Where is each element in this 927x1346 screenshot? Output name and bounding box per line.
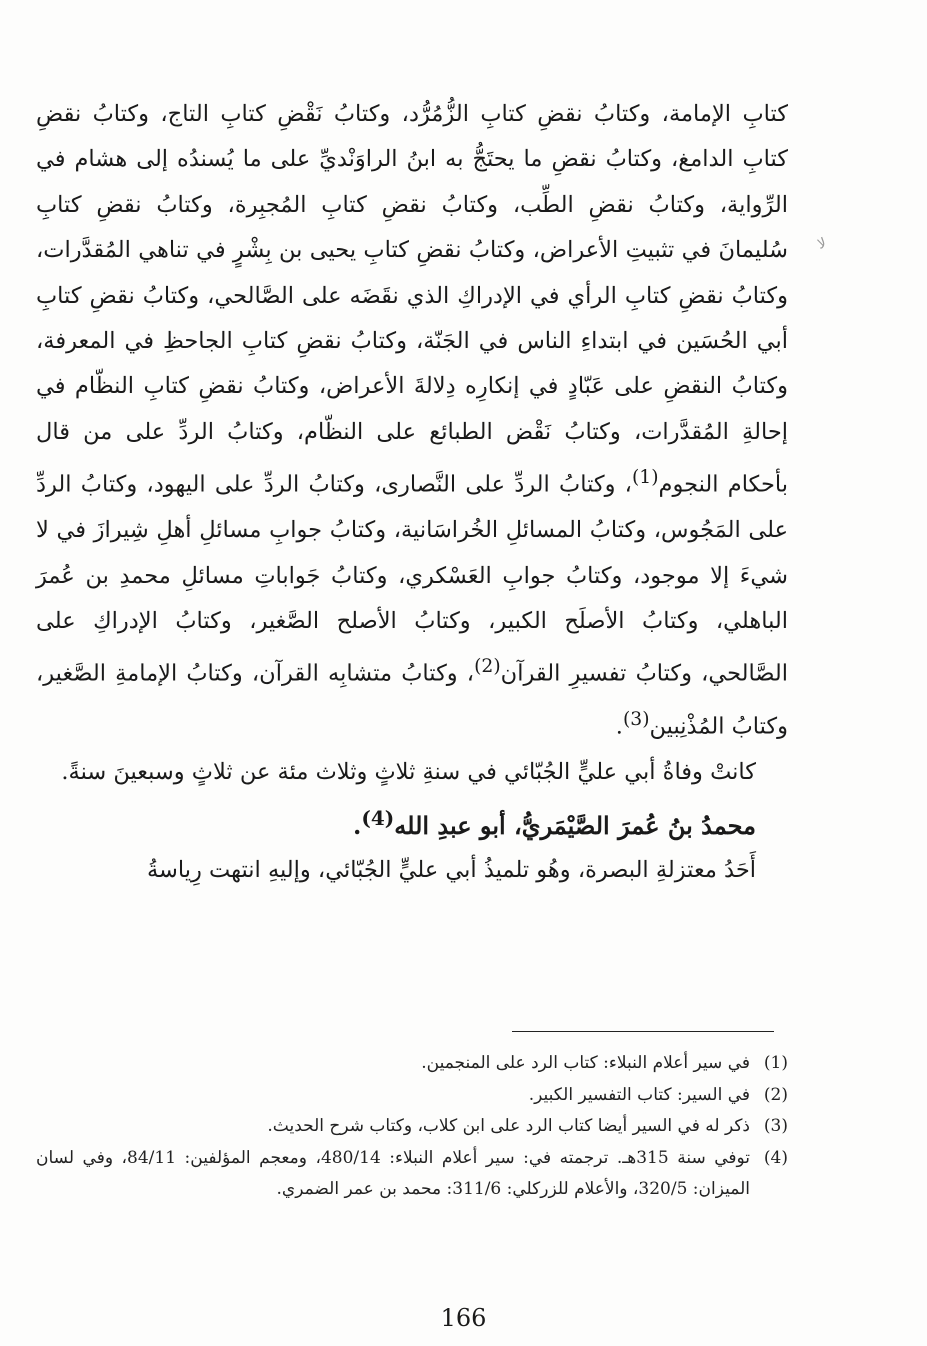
paragraph-1-end: . <box>615 713 623 740</box>
footnotes <box>36 1048 788 1206</box>
footnote-text: في السير: كتاب التفسير الكبير. <box>528 1084 750 1105</box>
margin-mark: ﻻ <box>815 235 829 253</box>
footnote-ref-4: (4) <box>361 805 395 830</box>
main-text <box>36 92 788 893</box>
entry-heading-text: محمدُ بنُ عُمرَ الصَّيْمَريُّ، أبو عبدِ الله <box>394 810 756 840</box>
footnote-number: (2) <box>763 1084 788 1105</box>
paragraph-1 <box>36 92 788 750</box>
footnote-ref-3: (3) <box>622 709 650 731</box>
paragraph-1-text: كتابِ الإمامة، وكتابُ نقضِ كتابِ الزُّمُرُّد، وكتابُ نَقْضِ كتابِ التاج، وكتابُ نقضِ كتابِ الدامغ، وكتابُ نقضِ ما يحتَجُّ به ابنُ الراوَنْديِّ على ما يُسندُه إلى هشام في الرِّواية، وكتابُ نقضِ الطِّب، وكتابُ نقضِ كتابِ المُجبِرة، وكتابُ نقضِ كتابِ سُليمانَ في تثبيتِ الأعراض، وكتابُ نقضِ كتابِ يحيى بن بِشْرٍ في تناهي المُقدَّرات، وكتابُ نقضِ كتابِ الرأي في الإدراكِ الذي نقَضَه على الصَّالحي، وكتابُ نقضِ كتابِ أبي الحُسَين في ابتداءِ الناس في الجَنّة، وكتابُ نقضِ كتابِ الجاحظِ في المعرفة، وكتابُ النقضِ على عَبّادٍ في إنكارِه دِلالةَ الأعراض، وكتابُ نقضِ كتابِ النظّام في إحالةِ المُقدَّرات، وكتابُ نَقْض الطبائع على النظّام، وكتابُ الردِّ على من قال بأحكام النجوم <box>36 101 789 498</box>
page-number: 166 <box>440 1304 487 1332</box>
footnote-4 <box>36 1143 788 1206</box>
footnote-2 <box>36 1080 788 1112</box>
paragraph-1b-text: ، وكتابُ الردِّ على النَّصارى، وكتابُ الردِّ على اليهود، وكتابُ الردِّ على المَجُوس، وكتابُ المسائلِ الخُراسَانية، وكتابُ جوابِ مسائلِ أهلِ شِيرازَ في لا شيءَ إلا موجود، وكتابُ جوابِ العَسْكري، وكتابُ جَواباتِ مسائلِ محمدِ بن عُمرَ الباهلي، وكتابُ الأصلَح الكبير، وكتابُ الأصلح الصَّغير، وكتابُ الإدراكِ على الصَّالحي، وكتابُ تفسيرِ القرآن <box>36 471 789 687</box>
entry-heading <box>36 796 788 848</box>
footnote-ref-2: (2) <box>474 656 501 678</box>
footnote-number: (1) <box>763 1053 788 1073</box>
footnote-3 <box>36 1111 788 1143</box>
footnote-text: ذكر له في السير أيضا كتاب الرد على ابن كلاب، وكتاب شرح الحديث. <box>267 1116 750 1136</box>
paragraph-3: أَحَدُ معتزلةِ البصرة، وهُو تلميذُ أبي عليٍّ الجُبّائي، وإليهِ انتهت رِياسةُ <box>146 857 756 883</box>
footnote-ref-1: (1) <box>631 467 659 489</box>
paragraph-1c-text: ، وكتابُ متشابِه القرآن، وكتابُ الإمامةِ الصَّغير، وكتابُ المُذْنِبين <box>36 660 788 740</box>
footnote-number: (3) <box>763 1116 788 1136</box>
entry-heading-end: . <box>353 810 362 840</box>
footnote-number: (4) <box>763 1147 788 1168</box>
footnote-divider <box>512 1031 774 1032</box>
footnote-text: توفي سنة 315هـ. ترجمته في: سير أعلام النبلاء: 480/14، ومعجم المؤلفين: 84/11، وفي لسان الميزان: 320/5، والأعلام للزركلي: 311/6: محمد بن عمر الضمري. <box>36 1147 751 1199</box>
paragraph-2: كانتْ وفاةُ أبي عليٍّ الجُبّائي في سنةِ ثلاثٍ وثلاث مئة عن ثلاثٍ وسبعينَ سنةً. <box>61 759 756 786</box>
footnote-text: في سير أعلام النبلاء: كتاب الرد على المنجمين. <box>421 1053 750 1073</box>
footnote-1 <box>36 1048 788 1080</box>
